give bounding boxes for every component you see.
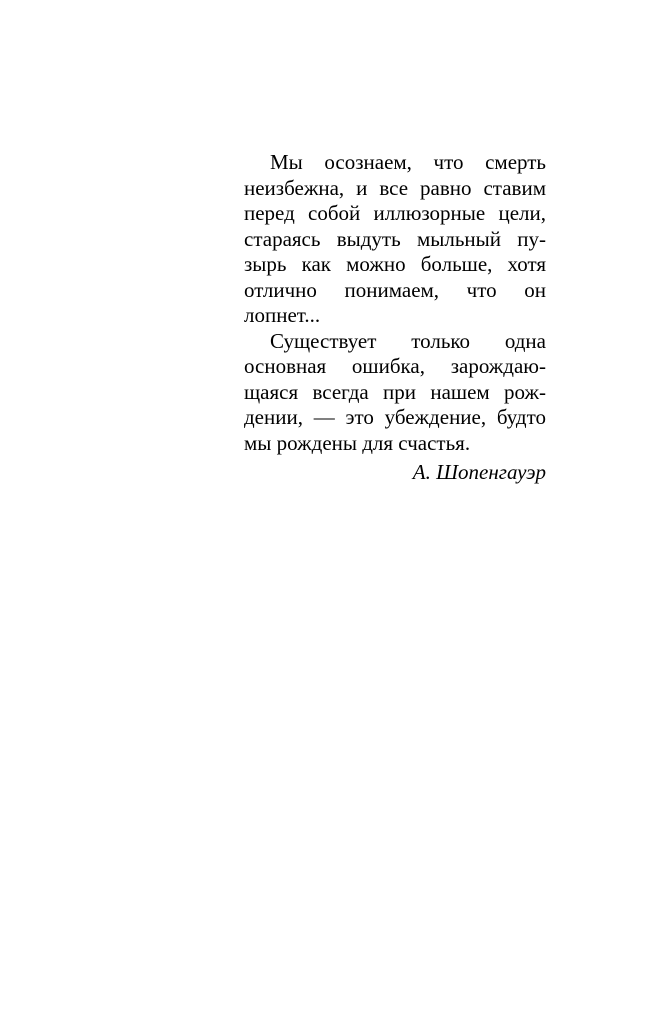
- epigraph-paragraph-2: [244, 329, 546, 457]
- text-line: щаяся всегда при нашем рож-: [244, 379, 546, 404]
- text-line: неизбежна, и все равно ставим: [244, 175, 546, 200]
- text-line: стараясь выдуть мыльный пу-: [244, 226, 546, 251]
- text-line: зырь как можно больше, хотя: [244, 252, 546, 276]
- text-line: основная ошибка, зарождаю-: [244, 354, 546, 378]
- text-line: дении, — это убеждение, будто: [244, 405, 546, 429]
- text-line: лопнет...: [244, 303, 321, 327]
- text-line: отлично понимаем, что он: [244, 277, 546, 302]
- text-line: перед собой иллюзорные цели,: [244, 201, 546, 225]
- epigraph-paragraph-1: [244, 150, 546, 329]
- text-line: Существует только одна: [270, 328, 546, 353]
- text-line: Мы осознаем, что смерть: [270, 150, 546, 174]
- epigraph-block: [244, 150, 546, 486]
- text-line: мы рождены для счастья.: [244, 430, 471, 455]
- epigraph-author: А. Шопенгауэр: [412, 460, 546, 484]
